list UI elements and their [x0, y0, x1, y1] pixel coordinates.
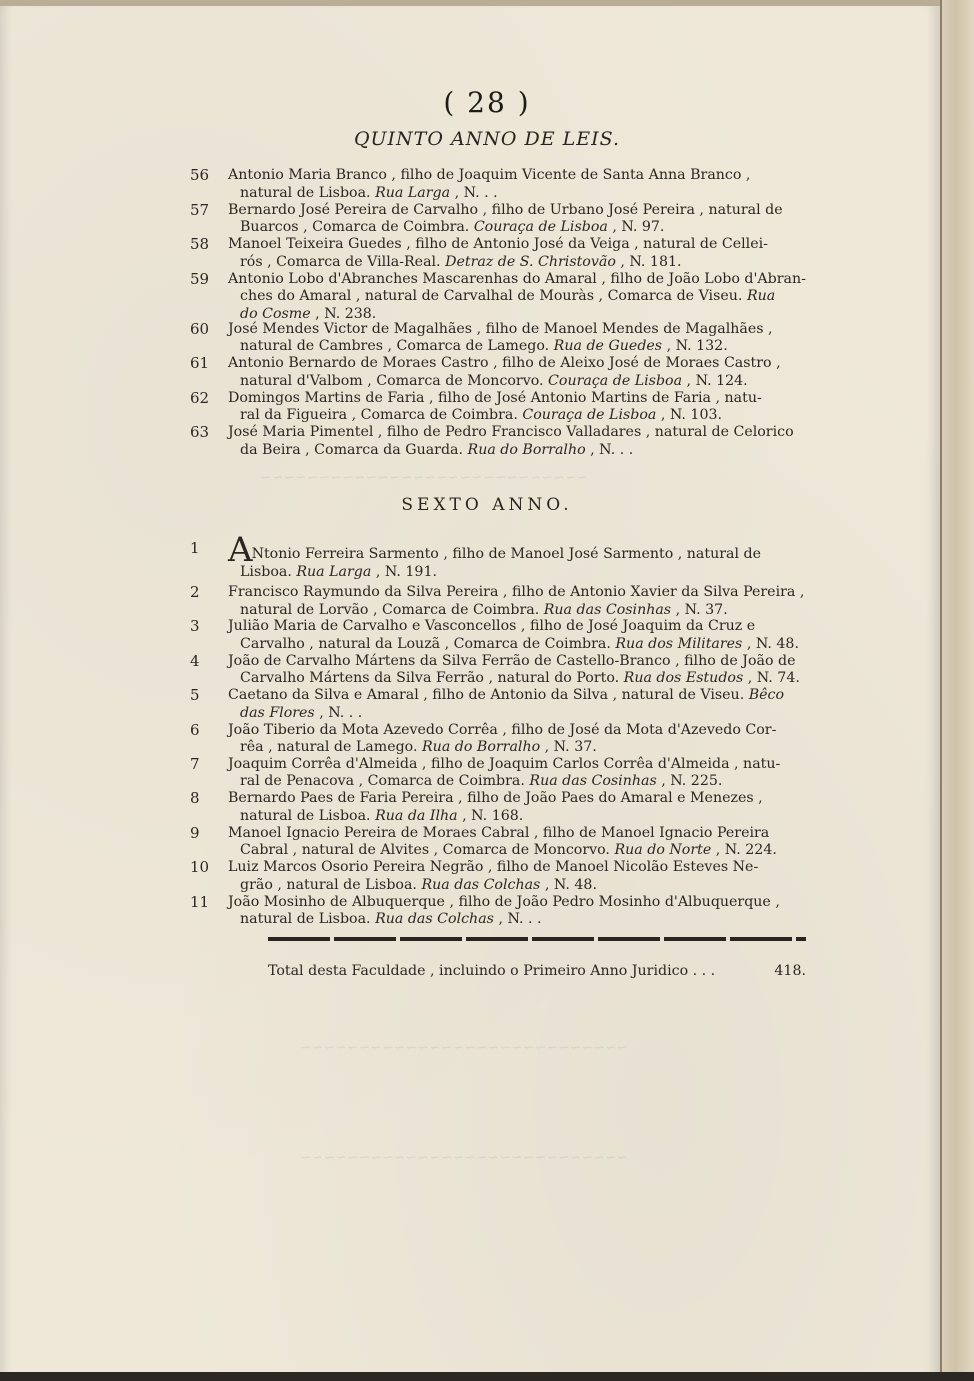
entry-name: Manoel Teixeira Guedes , filho de Antonio José da Veiga , natural de Cellei-: [228, 236, 768, 252]
list-entry: [190, 584, 816, 618]
entry-house-number: , N. 74.: [743, 670, 800, 687]
entry-name: Francisco Raymundo da Silva Pereira , filho de Antonio Xavier da Silva Pereira ,: [228, 584, 805, 600]
drop-cap: A: [228, 530, 252, 570]
entry-number: 60: [190, 319, 210, 338]
entry-house-number: , N. 48.: [540, 876, 597, 893]
entry-line-2: [228, 808, 816, 826]
entry-house-number: , N. 181.: [615, 253, 682, 270]
entry-line-2: [228, 185, 816, 203]
list-entry: [190, 271, 816, 321]
entry-text: [228, 859, 816, 894]
entry-name: Manoel Ignacio Pereira de Moraes Cabral , filho de Manoel Ignacio Pereira: [228, 824, 770, 841]
entry-origin: ches do Amaral , natural de Carvalhal de Mouràs , Comarca de Viseu.: [240, 288, 747, 304]
entry-number: 3: [190, 617, 200, 636]
entry-name: Antonio Bernardo de Moraes Castro , filho de Aleixo José de Moraes Castro ,: [228, 355, 781, 371]
entry-text: [228, 618, 816, 653]
list-entry: [190, 202, 816, 237]
entry-origin: rós , Comarca de Villa-Real.: [240, 253, 446, 270]
entry-line-1: [228, 424, 794, 440]
entry-text: [228, 790, 816, 825]
total-label: Total desta Faculdade , incluindo o Primeiro Anno Juridico: [268, 963, 689, 979]
total-value: 418.: [774, 963, 806, 979]
entry-line-1: [228, 202, 783, 218]
entry-number: 56: [190, 166, 210, 184]
entry-text: [228, 722, 816, 757]
entry-origin: natural de Cambres , Comarca de Lamego.: [240, 338, 554, 354]
entry-number: 59: [190, 269, 210, 288]
entry-origin: natural de Lisboa.: [240, 911, 376, 928]
entry-number: 58: [190, 235, 210, 253]
list-entry: [190, 355, 816, 390]
entry-name: João Mosinho de Albuquerque , filho de João Pedro Mosinho d'Albuquerque ,: [228, 893, 780, 910]
entry-street: Rua das Cosinhas: [543, 601, 672, 618]
entry-line-2: [228, 442, 816, 460]
entry-line-2: [228, 407, 816, 425]
quinto-list: [190, 167, 816, 459]
section-title-quinto: QUINTO ANNO DE LEIS.: [353, 128, 621, 150]
entry-text: [228, 584, 816, 619]
entry-name: Joaquim Corrêa d'Almeida , filho de Joaquim Carlos Corrêa d'Almeida , natu-: [228, 755, 781, 772]
entry-line-2: [228, 219, 816, 237]
entry-house-number: , N. 37.: [671, 601, 728, 618]
entry-text: [228, 424, 816, 459]
entry-number: 7: [190, 754, 200, 773]
entry-house-number: , N. . .: [450, 184, 498, 201]
entry-line-1: [228, 859, 758, 875]
bleed-through-text: ~~~~~~~~~~~~~~~~~~~~~~~~~~~~: [260, 470, 589, 486]
entry-text: [228, 236, 816, 271]
entry-house-number: , N. 225.: [656, 773, 723, 790]
total-line: [268, 963, 808, 979]
entry-street: Rua das Cosinhas: [529, 773, 657, 790]
entry-name: José Maria Pimentel , filho de Pedro Francisco Valladares , natural de Celorico: [228, 424, 794, 440]
entry-name: José Mendes Victor de Magalhães , filho de Manoel Mendes de Magalhães ,: [228, 320, 773, 337]
entry-line-1: [228, 653, 796, 669]
bleed-through-text: ~~~~~~~~~~~~~~~~~~~~~~~~~~~~: [300, 1040, 629, 1056]
bleed-through-text: ~~~~~~~~~~~~~~~~~~~~~~~~~~~~: [300, 1150, 629, 1166]
entry-house-number: , N. . .: [585, 441, 634, 458]
entry-text: [228, 894, 816, 929]
entry-house-number: , N. 168.: [457, 807, 524, 824]
entry-name: Bernardo Paes de Faria Pereira , filho de João Paes do Amaral e Menezes ,: [228, 790, 763, 807]
entry-line-1: [228, 355, 781, 371]
entry-origin: natural d'Valbom , Comarca de Moncorvo.: [240, 372, 549, 389]
entry-name: Antonio Maria Branco , filho de Joaquim Vicente de Santa Anna Branco ,: [228, 167, 751, 183]
entry-text: [228, 167, 816, 202]
entry-house-number: , N. . .: [493, 911, 542, 928]
entry-text: [228, 825, 816, 860]
list-entry: [190, 687, 816, 721]
entry-number: 4: [190, 651, 200, 670]
entry-text: [228, 653, 816, 688]
entry-line-2: [228, 842, 816, 860]
entry-line-2: [228, 877, 816, 895]
entry-name: Domingos Martins de Faria , filho de José Antonio Martins de Faria , natu-: [228, 389, 762, 406]
entry-origin: ral da Figueira , Comarca de Coimbra.: [240, 407, 523, 423]
entry-line-1: [228, 390, 762, 406]
entry-name: Julião Maria de Carvalho e Vasconcellos , filho de José Joaquim da Cruz e: [228, 618, 756, 635]
adjacent-page-edge: [940, 0, 974, 1381]
entry-number: 61: [190, 354, 210, 372]
sexto-list: [190, 530, 816, 928]
entry-line-1: [228, 530, 761, 570]
entry-line-2: [228, 373, 816, 391]
entry-text: [228, 530, 816, 581]
entry-street: Rua de Guedes: [553, 338, 663, 354]
entry-line-1: [228, 722, 776, 738]
entry-street: Rua Larga: [375, 184, 451, 201]
entry-street: Rua do Norte: [614, 842, 712, 859]
entry-house-number: , N. . .: [314, 704, 363, 721]
entry-house-number: , N. 97.: [607, 219, 665, 235]
entry-house-number: , N. 224.: [711, 842, 777, 859]
entry-street: Detraz de S. Christovão: [445, 253, 616, 270]
entry-street: Rua Larga: [296, 563, 372, 580]
entry-text: [228, 390, 816, 425]
entry-line-2: [228, 739, 816, 757]
list-entry: [190, 653, 816, 687]
list-entry: [190, 894, 816, 928]
entry-name: Bernardo José Pereira de Carvalho , filho de Urbano José Pereira , natural de: [228, 201, 783, 218]
entry-number: 8: [190, 789, 200, 808]
entry-line-2: [228, 705, 816, 723]
entry-line-2: [228, 602, 816, 620]
entry-name: Luiz Marcos Osorio Pereira Negrão , filho de Manoel Nicolão Esteves Ne-: [228, 859, 759, 876]
entry-line-1: [228, 584, 804, 600]
entry-origin: grão , natural de Lisboa.: [240, 876, 422, 893]
entry-line-1: [228, 271, 806, 287]
entry-text: [228, 202, 816, 237]
entry-origin: ral de Penacova , Comarca de Coimbra.: [240, 773, 530, 790]
entry-line-1: [228, 790, 763, 806]
list-entry: [190, 424, 816, 459]
page-number: ( 28 ): [443, 86, 531, 119]
entry-origin: natural de Lisboa.: [240, 184, 376, 201]
entry-house-number: , N. 48.: [742, 635, 799, 652]
entry-street: Rua do Borralho: [467, 441, 586, 458]
entry-number: 10: [190, 858, 210, 877]
entry-house-number: , N. 132.: [662, 338, 728, 354]
entry-number: 2: [190, 583, 200, 601]
entry-origin: Cabral , natural de Alvites , Comarca de Moncorvo.: [240, 842, 615, 859]
entry-number: 57: [190, 200, 210, 219]
entry-origin: rêa , natural de Lamego.: [240, 739, 422, 756]
entry-line-2: [228, 254, 816, 272]
entry-number: 9: [190, 823, 200, 842]
divider-rule: [268, 937, 806, 941]
entry-street: Rua das Colchas: [375, 911, 494, 928]
entry-origin: natural de Lorvão , Comarca de Coimbra.: [240, 601, 544, 618]
entry-street: Rua do Borralho: [422, 739, 541, 756]
entry-number: 62: [190, 388, 210, 407]
entry-line-1: [228, 894, 780, 910]
total-dots: . . .: [692, 963, 716, 979]
entry-street: Couraça de Lisboa: [473, 219, 608, 235]
entry-origin: Buarcos , Comarca de Coimbra.: [240, 219, 474, 235]
entry-line-2: [228, 773, 816, 791]
entry-name: Ntonio Ferreira Sarmento , filho de Manoel José Sarmento , natural de: [251, 546, 761, 562]
list-entry: [190, 825, 816, 859]
entry-line-2: [228, 911, 816, 929]
entry-house-number: , N. 238.: [310, 305, 377, 322]
entry-street: Couraça de Lisboa: [548, 372, 683, 389]
entry-number: 5: [190, 686, 200, 705]
entry-text: [228, 271, 816, 324]
entry-line-1: [228, 825, 769, 841]
entry-line-2: [228, 564, 816, 582]
entry-name: Antonio Lobo d'Abranches Mascarenhas do Amaral , filho de João Lobo d'Abran-: [228, 270, 806, 287]
entry-number: 11: [190, 892, 210, 911]
entry-street: Rua dos Estudos: [623, 670, 744, 687]
list-entry: [190, 321, 816, 356]
list-entry: [190, 390, 816, 425]
entry-line-1: [228, 618, 755, 634]
entry-line-2: [228, 636, 816, 654]
list-entry: [190, 756, 816, 790]
section-title-sexto: SEXTO ANNO.: [401, 495, 573, 515]
entry-street: Rua dos Militares: [615, 635, 743, 652]
entry-line-2: [228, 670, 816, 688]
list-entry: [190, 790, 816, 824]
entry-line-2: [228, 288, 816, 323]
entry-origin: natural de Lisboa.: [240, 807, 376, 824]
entry-street: das Flores: [240, 704, 315, 721]
list-entry: [190, 618, 816, 652]
scan-edge-bottom: [0, 1372, 974, 1381]
entry-line-1: [228, 321, 773, 337]
entry-line-1: [228, 236, 768, 252]
entry-street: Couraça de Lisboa: [522, 407, 657, 423]
entry-line-1: [228, 167, 750, 183]
entry-number: 63: [190, 423, 210, 441]
entry-origin: Lisboa.: [240, 563, 297, 580]
entry-name: Caetano da Silva e Amaral , filho de Antonio da Silva , natural de Viseu.: [228, 687, 749, 704]
entry-origin: da Beira , Comarca da Guarda.: [240, 441, 468, 458]
entry-name: João Tiberio da Mota Azevedo Corrêa , filho de José da Mota d'Azevedo Cor-: [228, 721, 777, 738]
entry-number: 1: [190, 539, 200, 557]
entry-line-1: [228, 687, 784, 703]
entry-street: Rua das Colchas: [421, 876, 541, 893]
list-entry: [190, 167, 816, 202]
entry-street: Bêco: [748, 687, 785, 704]
entry-number: 6: [190, 720, 200, 739]
entry-house-number: , N. 103.: [656, 407, 723, 423]
entry-text: [228, 355, 816, 390]
entry-street: Rua da Ilha: [375, 807, 458, 824]
entry-name: João de Carvalho Mártens da Silva Ferrão de Castello-Branco , filho de João de: [228, 652, 796, 669]
entry-house-number: , N. 124.: [682, 372, 748, 389]
entry-origin: Carvalho , natural da Louzã , Comarca de Coimbra.: [240, 635, 616, 652]
entry-street: Rua: [746, 288, 776, 304]
entry-line-2: [228, 338, 816, 356]
list-entry: [190, 859, 816, 893]
entry-line-1: [228, 756, 780, 772]
entry-text: [228, 687, 816, 722]
scan-edge-top: [0, 0, 940, 6]
list-entry: [190, 236, 816, 271]
entry-house-number: , N. 37.: [540, 739, 597, 756]
entry-street: do Cosme: [240, 305, 311, 322]
entry-origin: Carvalho Mártens da Silva Ferrão , natural do Porto.: [240, 670, 624, 687]
entry-text: [228, 756, 816, 791]
list-entry: [190, 530, 816, 584]
entry-text: [228, 321, 816, 356]
entry-house-number: , N. 191.: [371, 563, 437, 580]
list-entry: [190, 722, 816, 756]
